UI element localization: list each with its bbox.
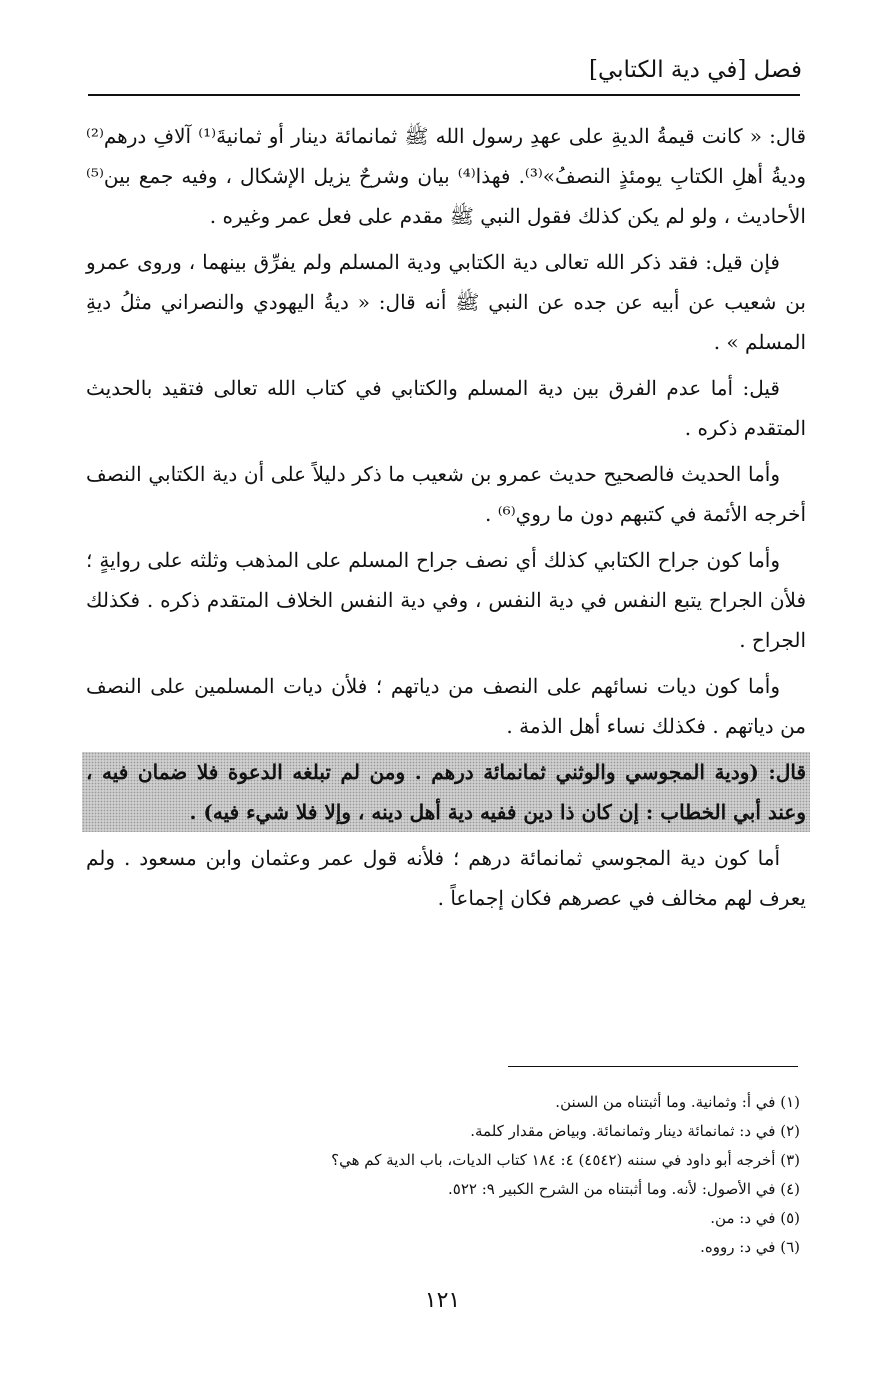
matn-highlighted-paragraph: قال: (ودية المجوسي والوثني ثمانمائة درهم . ومن لم تبلغه الدعوة فلا ضمان فيه ، وعند أبي الخطاب : إن كان ذا دين ففيه دية أهل دينه ، وإلا فلا شيء فيه) . [82, 752, 810, 832]
paragraph-5: وأما كون جراح الكتابي كذلك أي نصف جراح المسلم على المذهب وثلثه على روايةٍ ؛ فلأن الجراح يتبع النفس في دية النفس ، وفي دية النفس الخلاف المتقدم ذكره . فكذلك الجراح . [86, 548, 806, 652]
paragraph-3: قيل: أما عدم الفرق بين دية المسلم والكتابي في كتاب الله تعالى فتقيد بالحديث المتقدم ذكره . [86, 376, 806, 440]
paragraph-8: أما كون دية المجوسي ثمانمائة درهم ؛ فلأنه قول عمر وعثمان وابن مسعود . ولم يعرف لهم مخالف في عصرهم فكان إجماعاً . [86, 846, 806, 910]
footnote-6: (٦) في د: رووه. [700, 1238, 800, 1256]
header-rule [88, 94, 800, 96]
running-header [96, 52, 802, 94]
footnote-separator [508, 1066, 798, 1067]
footnote-2: (٢) في د: ثمانمائة دينار وثمانمائة. وبياض مقدار كلمة. [470, 1122, 800, 1140]
footnote-1: (١) في أ: وثمانية. وما أثبتناه من السنن. [555, 1093, 800, 1111]
paragraph-6: وأما كون ديات نسائهم على النصف من دياتهم ؛ فلأن ديات المسلمين على النصف من دياتهم . فكذلك نساء أهل الذمة . [86, 674, 806, 738]
main-text [86, 116, 806, 924]
paragraph-2: فإن قيل: فقد ذكر الله تعالى دية الكتابي ودية المسلم ولم يفرِّق بينهما ، وروى عمرو بن شعيب عن أبيه عن جده عن النبي ﷺ أنه قال: « ديةُ اليهودي والنصراني مثلُ ديةِ المسلم » . [86, 250, 806, 354]
footnote-4: (٤) في الأصول: لأنه. وما أثبتناه من الشرح الكبير ٩: ٥٢٢. [448, 1180, 800, 1198]
footnote-3: (٣) أخرجه أبو داود في سننه (٤٥٤٢) ٤: ١٨٤ كتاب الديات، باب الدية كم هي؟ [331, 1151, 800, 1169]
header-title: فصل [في دية الكتابي] [589, 57, 802, 83]
page-number: ١٢١ [424, 1288, 461, 1313]
paragraph-4: وأما الحديث فالصحيح حديث عمرو بن شعيب ما ذكر دليلاً على أن دية الكتابي النصف أخرجه الأئمة في كتبهم دون ما روي⁽⁶⁾ . [86, 462, 806, 526]
paragraph-1: قال: « كانت قيمةُ الديةِ على عهدِ رسول الله ﷺ ثمانمائة دينار أو ثمانيةَ⁽¹⁾ آلافِ درهم⁽²⁾ وديةُ أهلِ الكتابِ يومئذٍ النصفُ»⁽³⁾. فهذا⁽⁴⁾ بيان وشرحٌ يزيل الإشكال ، وفيه جمع بين⁽⁵⁾ الأحاديث ، ولو لم يكن كذلك فقول النبي ﷺ مقدم على فعل عمر وغيره . [86, 124, 807, 228]
footnote-5: (٥) في د: من. [710, 1209, 800, 1227]
footnotes [96, 1088, 800, 1262]
